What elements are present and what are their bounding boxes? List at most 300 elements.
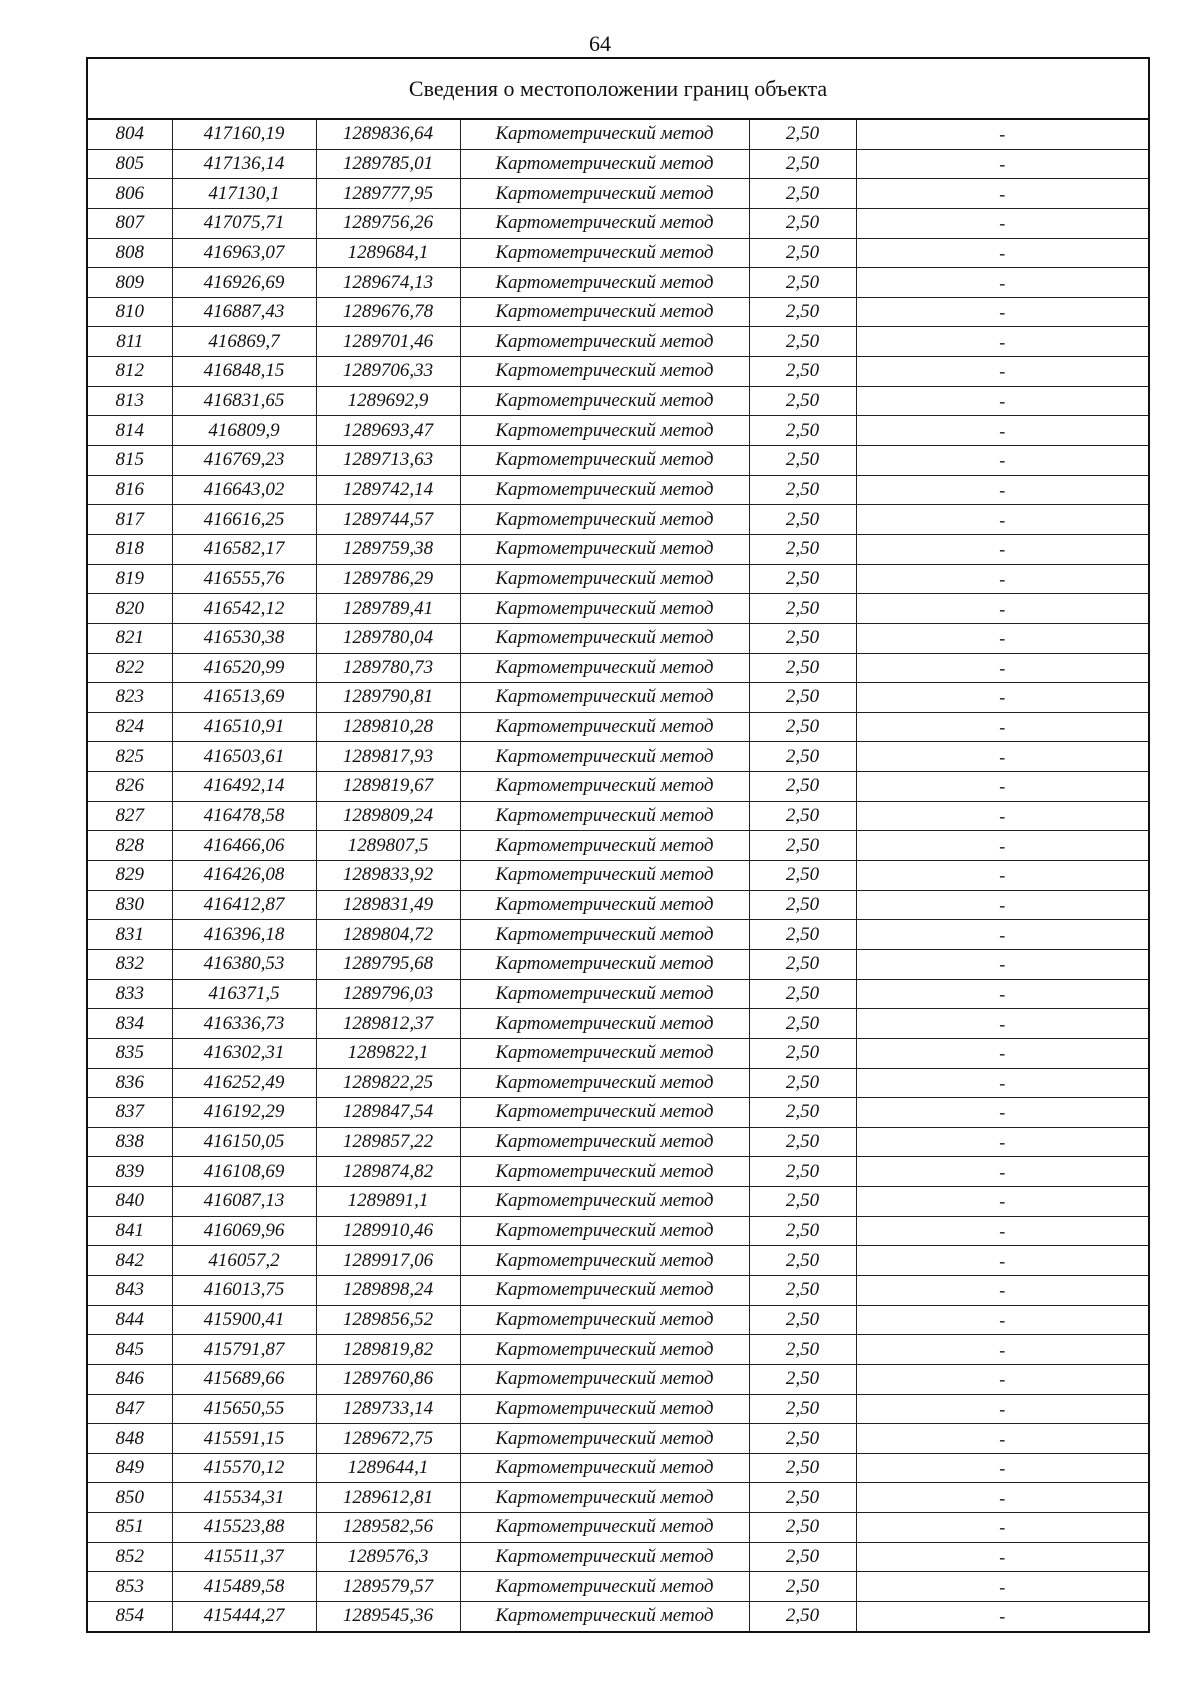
description-cell: - (856, 446, 1149, 476)
point-number-cell: 828 (87, 831, 172, 861)
y-coordinate-cell: 1289819,67 (316, 772, 460, 802)
y-coordinate-cell: 1289819,82 (316, 1335, 460, 1365)
table-row (87, 1483, 1149, 1513)
x-coordinate-cell: 416013,75 (172, 1275, 316, 1305)
x-coordinate-cell: 416616,25 (172, 505, 316, 535)
description-cell: - (856, 594, 1149, 624)
x-coordinate-cell: 416542,12 (172, 594, 316, 624)
description-cell: - (856, 1187, 1149, 1217)
x-coordinate-cell: 416426,08 (172, 861, 316, 891)
point-number-cell: 835 (87, 1038, 172, 1068)
table-title: Сведения о местоположении границ объекта (87, 58, 1149, 119)
x-coordinate-cell: 415511,37 (172, 1542, 316, 1572)
y-coordinate-cell: 1289706,33 (316, 357, 460, 387)
point-number-cell: 847 (87, 1394, 172, 1424)
accuracy-cell: 2,50 (749, 505, 856, 535)
accuracy-cell: 2,50 (749, 1187, 856, 1217)
method-cell: Картометрический метод (460, 386, 749, 416)
point-number-cell: 823 (87, 683, 172, 713)
y-coordinate-cell: 1289817,93 (316, 742, 460, 772)
description-cell: - (856, 327, 1149, 357)
method-cell: Картометрический метод (460, 1424, 749, 1454)
point-number-cell: 815 (87, 446, 172, 476)
table-row (87, 357, 1149, 387)
point-number-cell: 846 (87, 1364, 172, 1394)
point-number-cell: 812 (87, 357, 172, 387)
table-row (87, 475, 1149, 505)
description-cell: - (856, 920, 1149, 950)
y-coordinate-cell: 1289780,73 (316, 653, 460, 683)
point-number-cell: 848 (87, 1424, 172, 1454)
table-row (87, 1068, 1149, 1098)
y-coordinate-cell: 1289693,47 (316, 416, 460, 446)
method-cell: Картометрический метод (460, 179, 749, 209)
method-cell: Картометрический метод (460, 1038, 749, 1068)
accuracy-cell: 2,50 (749, 890, 856, 920)
point-number-cell: 816 (87, 475, 172, 505)
point-number-cell: 853 (87, 1572, 172, 1602)
description-cell: - (856, 890, 1149, 920)
table-row (87, 119, 1149, 149)
x-coordinate-cell: 416555,76 (172, 564, 316, 594)
method-cell: Картометрический метод (460, 653, 749, 683)
point-number-cell: 852 (87, 1542, 172, 1572)
x-coordinate-cell: 415570,12 (172, 1453, 316, 1483)
x-coordinate-cell: 416513,69 (172, 683, 316, 713)
point-number-cell: 806 (87, 179, 172, 209)
description-cell: - (856, 534, 1149, 564)
point-number-cell: 836 (87, 1068, 172, 1098)
description-cell: - (856, 1572, 1149, 1602)
table-title-row (87, 58, 1149, 119)
description-cell: - (856, 1335, 1149, 1365)
table-row (87, 890, 1149, 920)
method-cell: Картометрический метод (460, 772, 749, 802)
point-number-cell: 826 (87, 772, 172, 802)
point-number-cell: 844 (87, 1305, 172, 1335)
table-row (87, 861, 1149, 891)
y-coordinate-cell: 1289576,3 (316, 1542, 460, 1572)
table-row (87, 594, 1149, 624)
table-row (87, 920, 1149, 950)
accuracy-cell: 2,50 (749, 1127, 856, 1157)
accuracy-cell: 2,50 (749, 534, 856, 564)
accuracy-cell: 2,50 (749, 683, 856, 713)
table-body (87, 119, 1149, 1632)
point-number-cell: 837 (87, 1098, 172, 1128)
point-number-cell: 811 (87, 327, 172, 357)
description-cell: - (856, 949, 1149, 979)
point-number-cell: 817 (87, 505, 172, 535)
accuracy-cell: 2,50 (749, 208, 856, 238)
y-coordinate-cell: 1289874,82 (316, 1157, 460, 1187)
point-number-cell: 843 (87, 1275, 172, 1305)
accuracy-cell: 2,50 (749, 1305, 856, 1335)
accuracy-cell: 2,50 (749, 268, 856, 298)
method-cell: Картометрический метод (460, 801, 749, 831)
accuracy-cell: 2,50 (749, 238, 856, 268)
table-row (87, 683, 1149, 713)
table-row (87, 772, 1149, 802)
description-cell: - (856, 712, 1149, 742)
point-number-cell: 814 (87, 416, 172, 446)
method-cell: Картометрический метод (460, 831, 749, 861)
accuracy-cell: 2,50 (749, 564, 856, 594)
point-number-cell: 810 (87, 297, 172, 327)
accuracy-cell: 2,50 (749, 1513, 856, 1543)
x-coordinate-cell: 415523,88 (172, 1513, 316, 1543)
description-cell: - (856, 238, 1149, 268)
table-row (87, 1364, 1149, 1394)
accuracy-cell: 2,50 (749, 1275, 856, 1305)
table-row (87, 505, 1149, 535)
accuracy-cell: 2,50 (749, 357, 856, 387)
y-coordinate-cell: 1289807,5 (316, 831, 460, 861)
table-row (87, 1424, 1149, 1454)
method-cell: Картометрический метод (460, 890, 749, 920)
description-cell: - (856, 119, 1149, 149)
y-coordinate-cell: 1289701,46 (316, 327, 460, 357)
accuracy-cell: 2,50 (749, 1009, 856, 1039)
x-coordinate-cell: 416582,17 (172, 534, 316, 564)
accuracy-cell: 2,50 (749, 1572, 856, 1602)
description-cell: - (856, 1542, 1149, 1572)
table-row (87, 949, 1149, 979)
accuracy-cell: 2,50 (749, 594, 856, 624)
table-row (87, 653, 1149, 683)
method-cell: Картометрический метод (460, 1483, 749, 1513)
x-coordinate-cell: 415650,55 (172, 1394, 316, 1424)
point-number-cell: 813 (87, 386, 172, 416)
description-cell: - (856, 1364, 1149, 1394)
description-cell: - (856, 149, 1149, 179)
table-row (87, 1572, 1149, 1602)
x-coordinate-cell: 415689,66 (172, 1364, 316, 1394)
y-coordinate-cell: 1289810,28 (316, 712, 460, 742)
y-coordinate-cell: 1289785,01 (316, 149, 460, 179)
x-coordinate-cell: 416150,05 (172, 1127, 316, 1157)
method-cell: Картометрический метод (460, 1364, 749, 1394)
point-number-cell: 841 (87, 1216, 172, 1246)
table-row (87, 1335, 1149, 1365)
table-row (87, 1453, 1149, 1483)
point-number-cell: 832 (87, 949, 172, 979)
description-cell: - (856, 1038, 1149, 1068)
y-coordinate-cell: 1289676,78 (316, 297, 460, 327)
method-cell: Картометрический метод (460, 357, 749, 387)
method-cell: Картометрический метод (460, 623, 749, 653)
method-cell: Картометрический метод (460, 1187, 749, 1217)
description-cell: - (856, 386, 1149, 416)
y-coordinate-cell: 1289674,13 (316, 268, 460, 298)
x-coordinate-cell: 415900,41 (172, 1305, 316, 1335)
y-coordinate-cell: 1289847,54 (316, 1098, 460, 1128)
table-row (87, 712, 1149, 742)
table-row (87, 446, 1149, 476)
y-coordinate-cell: 1289756,26 (316, 208, 460, 238)
table-row (87, 1009, 1149, 1039)
description-cell: - (856, 1453, 1149, 1483)
y-coordinate-cell: 1289672,75 (316, 1424, 460, 1454)
method-cell: Картометрический метод (460, 1602, 749, 1632)
accuracy-cell: 2,50 (749, 742, 856, 772)
accuracy-cell: 2,50 (749, 327, 856, 357)
method-cell: Картометрический метод (460, 979, 749, 1009)
y-coordinate-cell: 1289582,56 (316, 1513, 460, 1543)
point-number-cell: 854 (87, 1602, 172, 1632)
accuracy-cell: 2,50 (749, 1068, 856, 1098)
method-cell: Картометрический метод (460, 416, 749, 446)
y-coordinate-cell: 1289786,29 (316, 564, 460, 594)
accuracy-cell: 2,50 (749, 1157, 856, 1187)
y-coordinate-cell: 1289809,24 (316, 801, 460, 831)
description-cell: - (856, 1305, 1149, 1335)
description-cell: - (856, 1424, 1149, 1454)
y-coordinate-cell: 1289780,04 (316, 623, 460, 653)
point-number-cell: 822 (87, 653, 172, 683)
method-cell: Картометрический метод (460, 1275, 749, 1305)
point-number-cell: 820 (87, 594, 172, 624)
description-cell: - (856, 1216, 1149, 1246)
x-coordinate-cell: 415534,31 (172, 1483, 316, 1513)
accuracy-cell: 2,50 (749, 801, 856, 831)
point-number-cell: 850 (87, 1483, 172, 1513)
x-coordinate-cell: 416926,69 (172, 268, 316, 298)
table-row (87, 1216, 1149, 1246)
x-coordinate-cell: 416887,43 (172, 297, 316, 327)
page-number: 64 (589, 31, 611, 56)
x-coordinate-cell: 415791,87 (172, 1335, 316, 1365)
description-cell: - (856, 416, 1149, 446)
accuracy-cell: 2,50 (749, 772, 856, 802)
accuracy-cell: 2,50 (749, 1098, 856, 1128)
point-number-cell: 807 (87, 208, 172, 238)
y-coordinate-cell: 1289612,81 (316, 1483, 460, 1513)
accuracy-cell: 2,50 (749, 149, 856, 179)
point-number-cell: 825 (87, 742, 172, 772)
description-cell: - (856, 1009, 1149, 1039)
method-cell: Картометрический метод (460, 1394, 749, 1424)
table-row (87, 179, 1149, 209)
description-cell: - (856, 297, 1149, 327)
x-coordinate-cell: 416252,49 (172, 1068, 316, 1098)
method-cell: Картометрический метод (460, 742, 749, 772)
table-row (87, 386, 1149, 416)
table-row (87, 623, 1149, 653)
x-coordinate-cell: 416396,18 (172, 920, 316, 950)
table-row (87, 1305, 1149, 1335)
y-coordinate-cell: 1289777,95 (316, 179, 460, 209)
description-cell: - (856, 623, 1149, 653)
method-cell: Картометрический метод (460, 1068, 749, 1098)
accuracy-cell: 2,50 (749, 1602, 856, 1632)
y-coordinate-cell: 1289796,03 (316, 979, 460, 1009)
table-row (87, 1246, 1149, 1276)
point-number-cell: 830 (87, 890, 172, 920)
method-cell: Картометрический метод (460, 505, 749, 535)
description-cell: - (856, 831, 1149, 861)
point-number-cell: 819 (87, 564, 172, 594)
method-cell: Картометрический метод (460, 949, 749, 979)
x-coordinate-cell: 417136,14 (172, 149, 316, 179)
method-cell: Картометрический метод (460, 208, 749, 238)
point-number-cell: 834 (87, 1009, 172, 1039)
x-coordinate-cell: 416336,73 (172, 1009, 316, 1039)
x-coordinate-cell: 417160,19 (172, 119, 316, 149)
description-cell: - (856, 801, 1149, 831)
table-row (87, 297, 1149, 327)
method-cell: Картометрический метод (460, 564, 749, 594)
point-number-cell: 845 (87, 1335, 172, 1365)
method-cell: Картометрический метод (460, 534, 749, 564)
y-coordinate-cell: 1289804,72 (316, 920, 460, 950)
method-cell: Картометрический метод (460, 1009, 749, 1039)
x-coordinate-cell: 416478,58 (172, 801, 316, 831)
method-cell: Картометрический метод (460, 920, 749, 950)
accuracy-cell: 2,50 (749, 1394, 856, 1424)
table-row (87, 1542, 1149, 1572)
method-cell: Картометрический метод (460, 1157, 749, 1187)
table-row (87, 1127, 1149, 1157)
x-coordinate-cell: 417075,71 (172, 208, 316, 238)
description-cell: - (856, 1483, 1149, 1513)
method-cell: Картометрический метод (460, 1335, 749, 1365)
x-coordinate-cell: 416380,53 (172, 949, 316, 979)
description-cell: - (856, 505, 1149, 535)
table-row (87, 534, 1149, 564)
x-coordinate-cell: 416643,02 (172, 475, 316, 505)
y-coordinate-cell: 1289790,81 (316, 683, 460, 713)
y-coordinate-cell: 1289898,24 (316, 1275, 460, 1305)
method-cell: Картометрический метод (460, 475, 749, 505)
point-number-cell: 809 (87, 268, 172, 298)
x-coordinate-cell: 416108,69 (172, 1157, 316, 1187)
accuracy-cell: 2,50 (749, 1246, 856, 1276)
y-coordinate-cell: 1289891,1 (316, 1187, 460, 1217)
accuracy-cell: 2,50 (749, 446, 856, 476)
x-coordinate-cell: 416492,14 (172, 772, 316, 802)
method-cell: Картометрический метод (460, 1098, 749, 1128)
description-cell: - (856, 564, 1149, 594)
description-cell: - (856, 1068, 1149, 1098)
description-cell: - (856, 268, 1149, 298)
y-coordinate-cell: 1289917,06 (316, 1246, 460, 1276)
method-cell: Картометрический метод (460, 149, 749, 179)
accuracy-cell: 2,50 (749, 979, 856, 1009)
y-coordinate-cell: 1289789,41 (316, 594, 460, 624)
method-cell: Картометрический метод (460, 1246, 749, 1276)
y-coordinate-cell: 1289744,57 (316, 505, 460, 535)
table-row (87, 1038, 1149, 1068)
description-cell: - (856, 1394, 1149, 1424)
method-cell: Картометрический метод (460, 1216, 749, 1246)
point-number-cell: 829 (87, 861, 172, 891)
table-row (87, 979, 1149, 1009)
x-coordinate-cell: 416412,87 (172, 890, 316, 920)
accuracy-cell: 2,50 (749, 831, 856, 861)
x-coordinate-cell: 415489,58 (172, 1572, 316, 1602)
description-cell: - (856, 357, 1149, 387)
description-cell: - (856, 475, 1149, 505)
x-coordinate-cell: 415444,27 (172, 1602, 316, 1632)
method-cell: Картометрический метод (460, 712, 749, 742)
method-cell: Картометрический метод (460, 297, 749, 327)
method-cell: Картометрический метод (460, 1305, 749, 1335)
accuracy-cell: 2,50 (749, 653, 856, 683)
point-number-cell: 824 (87, 712, 172, 742)
x-coordinate-cell: 416192,29 (172, 1098, 316, 1128)
accuracy-cell: 2,50 (749, 949, 856, 979)
accuracy-cell: 2,50 (749, 1424, 856, 1454)
description-cell: - (856, 179, 1149, 209)
table-row (87, 564, 1149, 594)
point-number-cell: 818 (87, 534, 172, 564)
y-coordinate-cell: 1289759,38 (316, 534, 460, 564)
description-cell: - (856, 979, 1149, 1009)
method-cell: Картометрический метод (460, 1127, 749, 1157)
point-number-cell: 804 (87, 119, 172, 149)
description-cell: - (856, 861, 1149, 891)
y-coordinate-cell: 1289857,22 (316, 1127, 460, 1157)
point-number-cell: 851 (87, 1513, 172, 1543)
accuracy-cell: 2,50 (749, 179, 856, 209)
table-row (87, 1157, 1149, 1187)
description-cell: - (856, 742, 1149, 772)
point-number-cell: 831 (87, 920, 172, 950)
point-number-cell: 839 (87, 1157, 172, 1187)
point-number-cell: 833 (87, 979, 172, 1009)
x-coordinate-cell: 416087,13 (172, 1187, 316, 1217)
y-coordinate-cell: 1289856,52 (316, 1305, 460, 1335)
y-coordinate-cell: 1289910,46 (316, 1216, 460, 1246)
accuracy-cell: 2,50 (749, 297, 856, 327)
point-number-cell: 842 (87, 1246, 172, 1276)
y-coordinate-cell: 1289692,9 (316, 386, 460, 416)
point-number-cell: 808 (87, 238, 172, 268)
accuracy-cell: 2,50 (749, 1483, 856, 1513)
description-cell: - (856, 1246, 1149, 1276)
y-coordinate-cell: 1289831,49 (316, 890, 460, 920)
accuracy-cell: 2,50 (749, 1364, 856, 1394)
point-number-cell: 838 (87, 1127, 172, 1157)
x-coordinate-cell: 417130,1 (172, 179, 316, 209)
point-number-cell: 805 (87, 149, 172, 179)
description-cell: - (856, 772, 1149, 802)
x-coordinate-cell: 415591,15 (172, 1424, 316, 1454)
table-row (87, 208, 1149, 238)
accuracy-cell: 2,50 (749, 1216, 856, 1246)
accuracy-cell: 2,50 (749, 861, 856, 891)
x-coordinate-cell: 416869,7 (172, 327, 316, 357)
point-number-cell: 840 (87, 1187, 172, 1217)
x-coordinate-cell: 416809,9 (172, 416, 316, 446)
accuracy-cell: 2,50 (749, 475, 856, 505)
x-coordinate-cell: 416302,31 (172, 1038, 316, 1068)
boundary-coordinates-table (86, 57, 1150, 1633)
accuracy-cell: 2,50 (749, 1038, 856, 1068)
table-row (87, 801, 1149, 831)
x-coordinate-cell: 416371,5 (172, 979, 316, 1009)
method-cell: Картометрический метод (460, 1542, 749, 1572)
y-coordinate-cell: 1289713,63 (316, 446, 460, 476)
table-row (87, 327, 1149, 357)
accuracy-cell: 2,50 (749, 416, 856, 446)
y-coordinate-cell: 1289644,1 (316, 1453, 460, 1483)
description-cell: - (856, 1275, 1149, 1305)
description-cell: - (856, 1127, 1149, 1157)
y-coordinate-cell: 1289742,14 (316, 475, 460, 505)
description-cell: - (856, 653, 1149, 683)
